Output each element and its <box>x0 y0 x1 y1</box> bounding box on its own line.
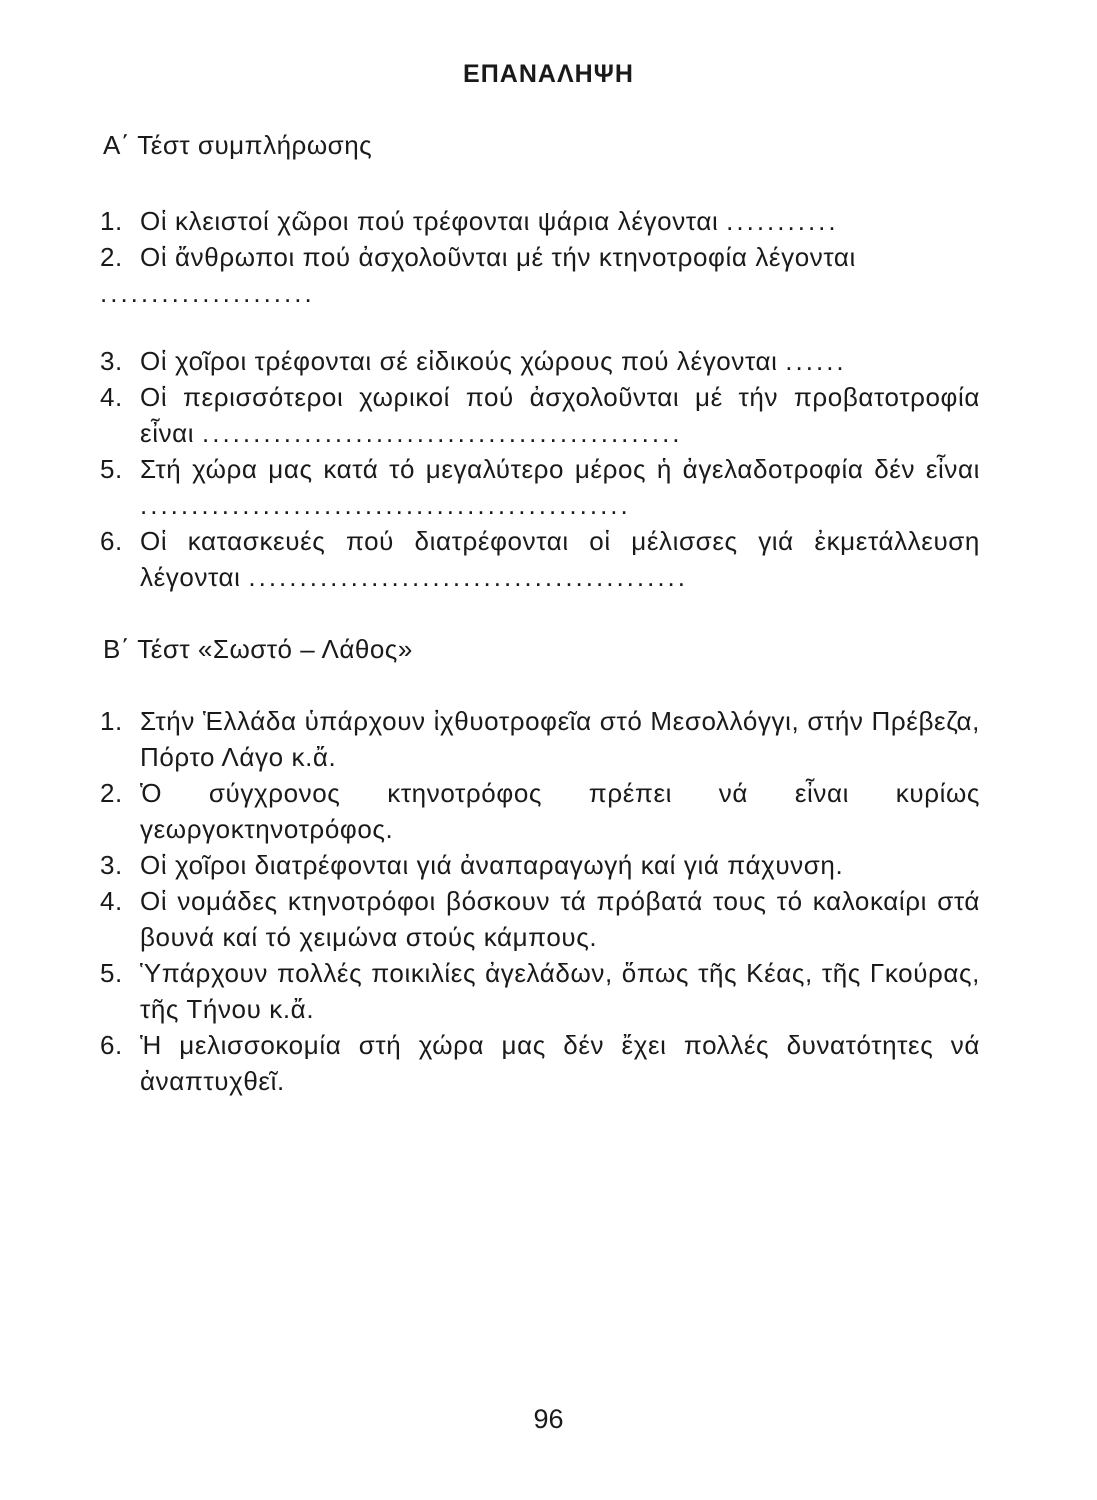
item-number: 5. <box>100 454 123 484</box>
list-item <box>100 239 980 311</box>
list-item <box>100 203 980 239</box>
item-text: Οἱ περισσότεροι χωρικοί πού ἀσχολοῦνται μέ τήν προβατοτροφία εἶναι <box>140 382 980 448</box>
item-number: 5. <box>100 958 123 988</box>
blank-dots: ...... <box>785 346 847 376</box>
item-number: 2. <box>100 778 123 808</box>
list-item <box>100 343 980 379</box>
list-item <box>100 883 980 955</box>
item-text: Ὑπάρχουν πολλές ποικιλίες ἀγελάδων, ὅπως τῆς Κέας, τῆς Γκούρας, τῆς Τήνου κ.ἄ. <box>140 958 980 1024</box>
item-text: Οἱ ἄνθρωποι πού ἀσχολοῦνται μέ τήν κτηνοτροφία λέγονται <box>140 242 856 272</box>
section-b-heading: Β΄ Τέστ «Σωστό – Λάθος» <box>103 634 413 664</box>
item-text: Ὁ σύγχρονος κτηνοτρόφος πρέπει νά εἶναι κυρίως γεωργοκτηνοτρόφος. <box>140 778 980 844</box>
page-number: 96 <box>533 1404 564 1434</box>
item-number: 4. <box>100 382 123 412</box>
item-text: Οἱ χοῖροι διατρέφονται γιά ἀναπαραγωγή καί γιά πάχυνση. <box>140 850 844 880</box>
item-number: 6. <box>100 1030 123 1060</box>
fill-in-list <box>100 203 980 595</box>
list-item <box>100 379 980 451</box>
blank-dots: ........................................... <box>248 562 689 592</box>
item-text: Οἱ χοῖροι τρέφονται σέ εἰδικούς χώρους πού λέγονται <box>140 346 778 376</box>
blank-dots: ........... <box>726 206 839 236</box>
item-number: 4. <box>100 886 123 916</box>
item-number: 1. <box>100 706 123 736</box>
list-item <box>100 955 980 1027</box>
true-false-list <box>100 703 980 1099</box>
list-item <box>100 847 980 883</box>
item-number: 3. <box>100 346 123 376</box>
item-text: Οἱ νομάδες κτηνοτρόφοι βόσκουν τά πρόβατά τους τό καλοκαίρι στά βουνά καί τό χειμώνα στούς κάμπους. <box>140 886 980 952</box>
list-item <box>100 451 980 523</box>
section-a-heading: Α΄ Τέστ συμπλήρωσης <box>103 130 373 160</box>
item-text: Οἱ κλειστοί χῶροι πού τρέφονται ψάρια λέγονται <box>140 206 719 236</box>
item-text: Ἡ μελισσοκομία στή χώρα μας δέν ἔχει πολλές δυνατότητες νά ἀναπτυχθεῖ. <box>140 1030 980 1096</box>
list-item <box>100 703 980 775</box>
item-text: Στήν Ἑλλάδα ὑπάρχουν ἰχθυοτροφεῖα στό Μεσολλόγγι, στήν Πρέβεζα, Πόρτο Λάγο κ.ἄ. <box>140 706 980 772</box>
item-number: 3. <box>100 850 123 880</box>
blank-dots: ..................... <box>100 278 315 308</box>
item-number: 1. <box>100 206 123 236</box>
item-number: 6. <box>100 526 123 556</box>
item-number: 2. <box>100 242 123 272</box>
list-item <box>100 1027 980 1099</box>
item-text: Οἱ κατασκευές πού διατρέφονται οἱ μέλισσες γιά ἐκμετάλλευση λέγονται <box>140 526 980 592</box>
blank-dots: ................................................ <box>140 490 631 520</box>
item-text: Στή χώρα μας κατά τό μεγαλύτερο μέρος ἡ ἀγελαδοτροφία δέν εἶναι <box>140 454 980 484</box>
blank-dots: ............................................... <box>202 418 683 448</box>
page-title: ΕΠΑΝΑΛΗΨΗ <box>463 60 634 88</box>
list-item <box>100 775 980 847</box>
list-item <box>100 523 980 595</box>
